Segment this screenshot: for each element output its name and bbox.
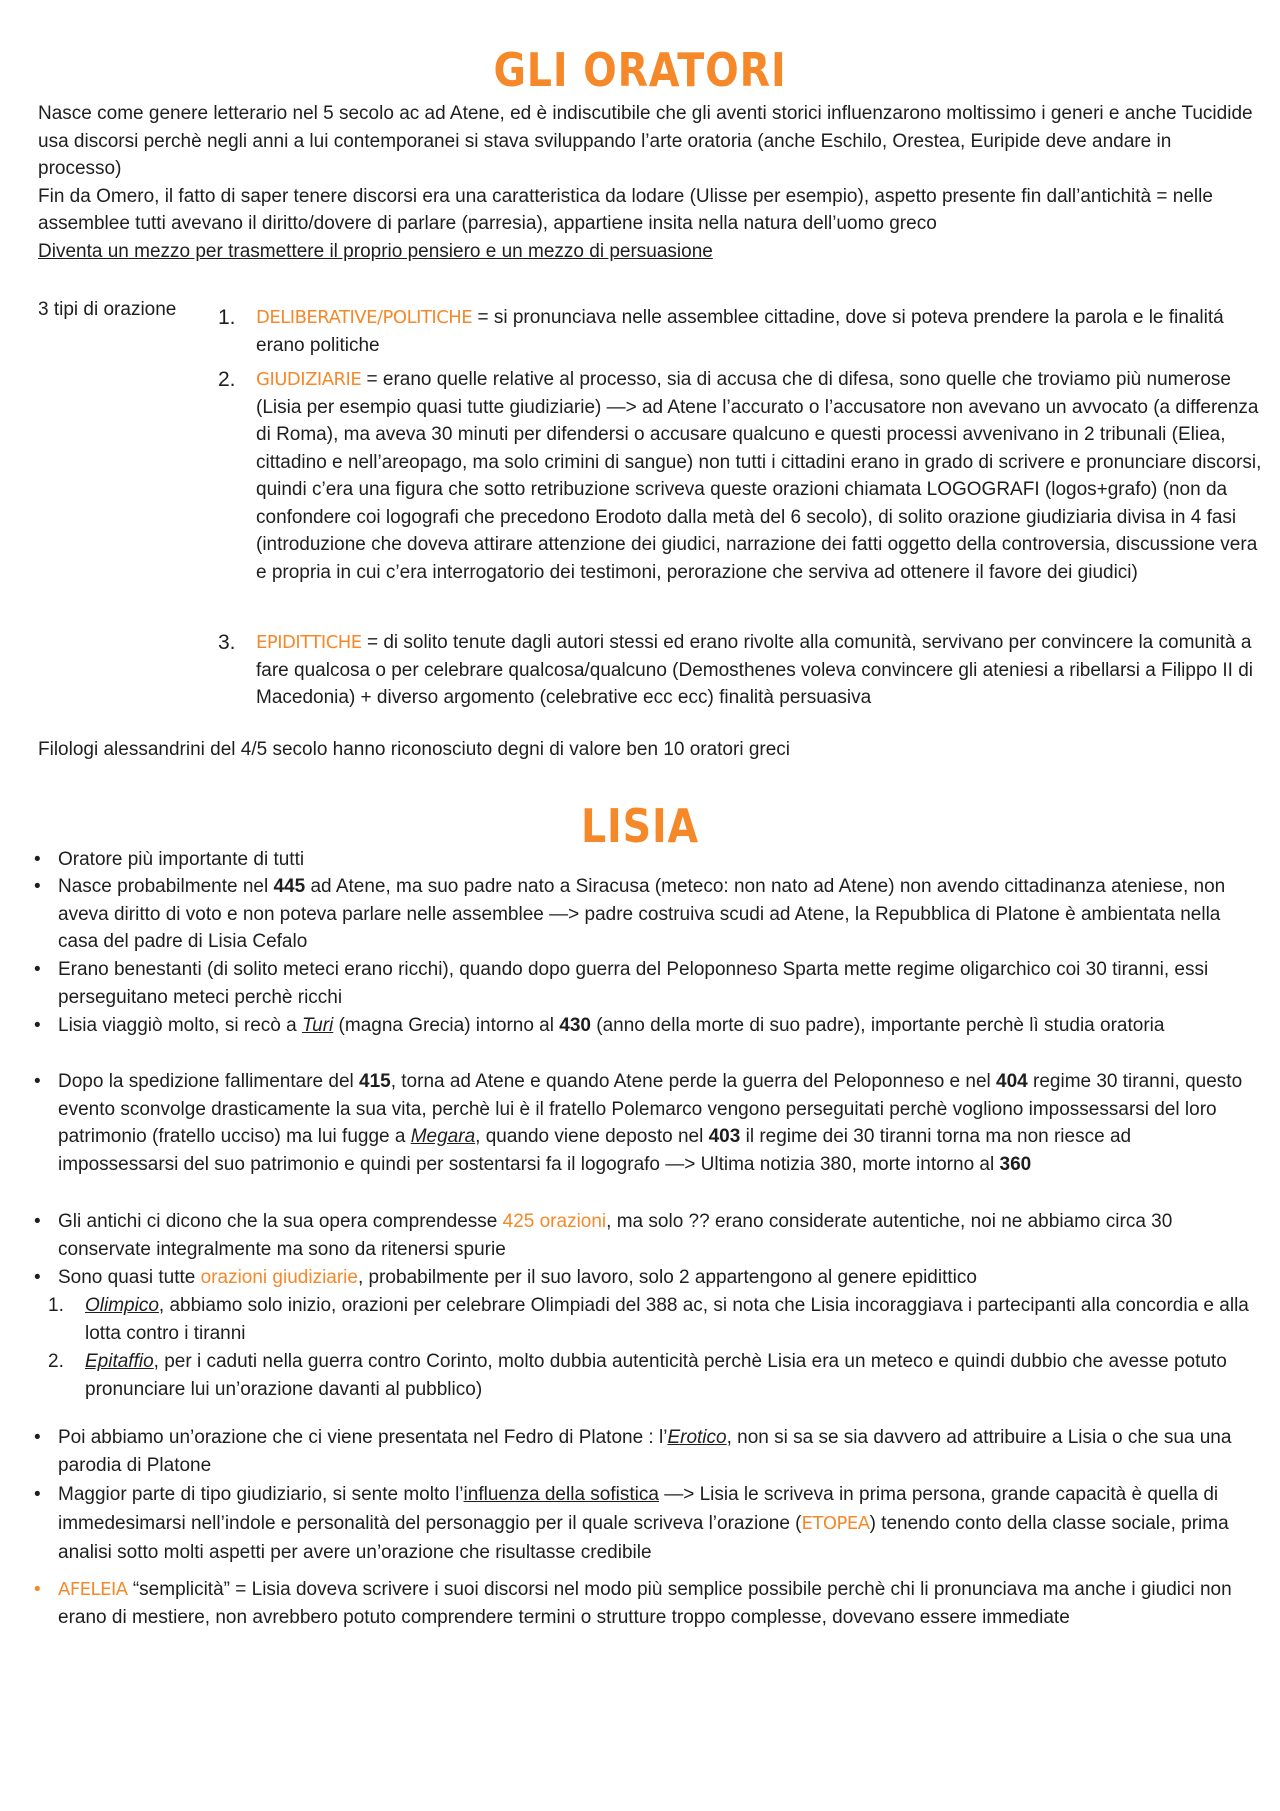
intro-paragraph-2: Fin da Omero, il fatto di saper tenere discorsi era una caratteristica da lodare (Ulisse per esempio), aspetto presente fin dall’antichità = nelle assemblee tutti avevano il diritto/dovere di parlare (parresia), appartiene insita nella natura dell’uomo greco	[38, 185, 1213, 234]
lisia-bullet-4	[34, 1012, 1254, 1040]
tipi-item-3	[218, 629, 1268, 712]
bullet-dot: •	[34, 1579, 41, 1600]
tipi-list	[218, 304, 1268, 724]
bullet-dot: •	[34, 959, 41, 980]
bullet-text: Sono quasi tutte orazioni giudiziarie, probabilmente per il suo lavoro, solo 2 appartengono al genere epidittico	[58, 1267, 977, 1288]
tipi-label: 3 tipi di orazione	[38, 299, 177, 320]
lisia-bullet-6	[34, 1208, 1254, 1263]
tipi-term: EPIDITTICHE	[256, 632, 362, 653]
lisia-bullet-7	[34, 1264, 1254, 1292]
epidittico-item-2: 2. Epitaffio, per i caduti nella guerra contro Corinto, molto dubbia autenticità perchè Lisia era un meteco e quindi dubbio che avesse potuto pronunciare lui un’orazione davanti al pubblico)	[40, 1348, 1250, 1403]
bullet-dot: •	[34, 1427, 41, 1448]
filologi-paragraph: Filologi alessandrini del 4/5 secolo hanno riconosciuto degni di valore ben 10 oratori greci	[38, 739, 791, 760]
bullet-dot: •	[34, 1267, 41, 1288]
bullet-dot: •	[34, 1071, 41, 1092]
item-number: 2.	[48, 1351, 64, 1372]
lisia-bullet-5	[34, 1068, 1254, 1178]
bullet-text: Lisia viaggiò molto, si recò a Turi (magna Grecia) intorno al 430 (anno della morte di suo padre), importante perchè lì studia oratoria	[58, 1015, 1165, 1036]
tipi-text: = si pronunciava nelle assemblee cittadine, dove si poteva prendere la parola e le finalitá erano politiche	[256, 307, 1224, 356]
bullet-dot: •	[34, 1211, 41, 1232]
intro-paragraph-3: Diventa un mezzo per trasmettere il proprio pensiero e un mezzo di persuasione	[38, 240, 713, 262]
lisia-bullet-9	[34, 1480, 1254, 1567]
bullet-text: Gli antichi ci dicono che la sua opera comprendesse 425 orazioni, ma solo ?? erano considerate autentiche, noi ne abbiamo circa 30 conservate integralmente ma sono da ritenersi spurie	[58, 1211, 1173, 1260]
bullet-dot: •	[34, 1015, 41, 1036]
tipi-item-number: 1.	[218, 306, 236, 329]
bullet-dot: •	[34, 1484, 41, 1505]
tipi-term: DELIBERATIVE/POLITICHE	[256, 307, 473, 328]
item-number: 1.	[48, 1295, 64, 1316]
tipi-item-1	[218, 304, 1268, 359]
lisia-bullet-2	[34, 873, 1254, 956]
bullet-text: Nasce probabilmente nel 445 ad Atene, ma suo padre nato a Siracusa (meteco: non nato ad Atene) non avendo cittadinanza ateniese, non aveva diritto di voto e non poteva parlare nelle assemblee —> padre costruiva scudi ad Atene, la Repubblica di Platone è ambientata nella casa del padre di Lisia Cefalo	[58, 876, 1226, 952]
bullet-text: Dopo la spedizione fallimentare del 415, torna ad Atene e quando Atene perde la guerra del Peloponneso e nel 404 regime 30 tiranni, questo evento sconvolge drasticamente la sua vita, perchè lui è il fratello Polemarco vengono perseguitati perchè vogliono impossessarsi del loro patrimonio (fratello ucciso) ma lui fugge a Megara, quando viene deposto nel 403 il regime dei 30 tiranni torna ma non riesce ad impossessarsi del suo patrimonio e quindi per sostentarsi fa il logografo —> Ultima notizia 380, morte intorno al 360	[58, 1071, 1243, 1175]
bullet-dot: •	[34, 849, 41, 870]
tipi-term: GIUDIZIARIE	[256, 369, 362, 390]
bullet-text: Poi abbiamo un’orazione che ci viene presentata nel Fedro di Platone : l’Erotico, non si sa se sia davvero ad attribuire a Lisia o che sua una parodia di Platone	[58, 1427, 1232, 1476]
bullet-text: Oratore più importante di tutti	[58, 849, 305, 870]
intro-section	[38, 100, 1258, 265]
bullet-dot: •	[34, 876, 41, 897]
tipi-item-number: 3.	[218, 631, 236, 654]
tipi-item-number: 2.	[218, 368, 236, 391]
bullet-text: Maggior parte di tipo giudiziario, si sente molto l’influenza della sofistica —> Lisia le scriveva in prima persona, grande capacità è quella di immedesimarsi nell’indole e personalità del personaggio per il quale scriveva l’orazione (ETOPEA) tenendo conto della classe sociale, prima analisi sotto molti aspetti per avere un’orazione che risultasse credibile	[58, 1484, 1229, 1563]
work-title: Epitaffio	[85, 1351, 154, 1372]
title-lisia: LISIA	[580, 799, 700, 853]
lisia-bullet-1	[34, 846, 1254, 874]
title-gli-oratori: GLI ORATORI	[493, 43, 787, 97]
lisia-bullet-3	[34, 956, 1254, 1011]
lisia-bullet-8	[34, 1424, 1254, 1479]
work-title: Olimpico	[85, 1295, 159, 1316]
tipi-item-2	[218, 366, 1268, 586]
lisia-bullet-10	[34, 1576, 1254, 1631]
bullet-text: Erano benestanti (di solito meteci erano ricchi), quando dopo guerra del Peloponneso Sparta mette regime oligarchico coi 30 tiranni, essi perseguitano meteci perchè ricchi	[58, 959, 1209, 1008]
epidittico-item-1: 1. Olimpico, abbiamo solo inizio, orazioni per celebrare Olimpiadi del 388 ac, si nota che Lisia incoraggiava i partecipanti alla concordia e alla lotta contro i tiranni	[40, 1292, 1250, 1347]
tipi-text: = erano quelle relative al processo, sia di accusa che di difesa, sono quelle che troviamo più numerose (Lisia per esempio quasi tutte giudiziarie) —> ad Atene l’accurato o l’accusatore non avevano un avvocato (a differenza di Roma), ma aveva 30 minuti per difendersi o accusare qualcuno e questi processi avvenivano in 2 tribunali (Eliea, cittadino e nell’areopago, ma solo crimini di sangue) non tutti i cittadini erano in grado di scrivere e pronunciare discorsi, quindi c’era una figura che sotto retribuzione scriveva queste orazioni chiamata LOGOGRAFI (logos+grafo) (non da confondere coi logografi che precedono Erodoto dalla metà del 6 secolo), di solito orazione giudiziaria divisa in 4 fasi (introduzione che doveva attirare attenzione dei giudici, narrazione dei fatti oggetto della controversia, discussione vera e propria in cui c’era interrogatorio dei testimoni, perorazione che serviva ad ottenere il favore dei giudici)	[256, 369, 1262, 583]
bullet-text: AFELEIA “semplicità” = Lisia doveva scrivere i suoi discorsi nel modo più semplice possibile perchè chi li pronunciava ma anche i giudici non erano di mestiere, non avrebbero potuto comprendere termini o strutture troppo complesse, dovevano essere immediate	[58, 1579, 1232, 1628]
intro-paragraph-1: Nasce come genere letterario nel 5 secolo ac ad Atene, ed è indiscutibile che gli aventi storici influenzarono moltissimo i generi e anche Tucidide usa discorsi perchè negli anni a lui contemporanei si stava sviluppando l’arte oratoria (anche Eschilo, Orestea, Euripide deve andare in processo)	[38, 103, 1253, 179]
tipi-text: = di solito tenute dagli autori stessi ed erano rivolte alla comunità, servivano per convincere la comunità a fare qualcosa o per celebrare qualcosa/qualcuno (Demosthenes voleva convincere gli ateniesi a ribellarsi a Filippo II di Macedonia) + diverso argomento (celebrative ecc ecc) finalità persuasiva	[256, 632, 1253, 708]
